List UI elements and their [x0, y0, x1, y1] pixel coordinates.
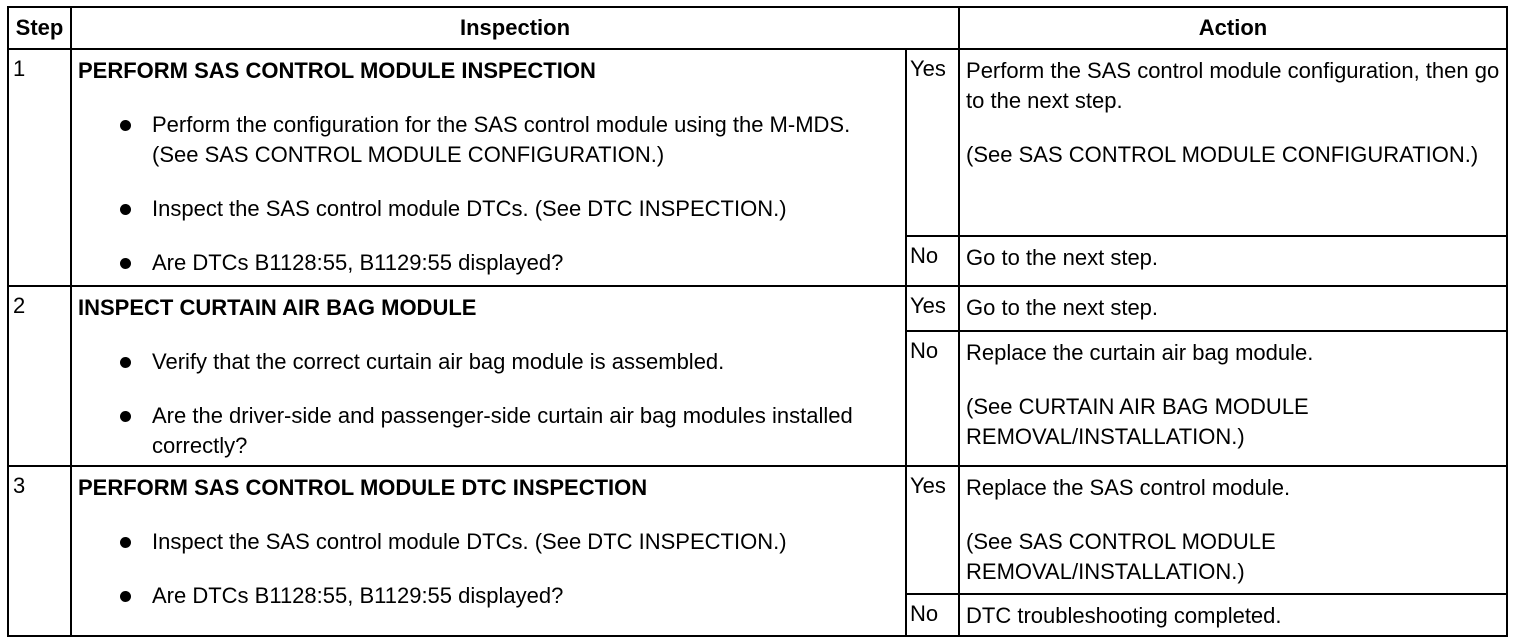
- no-action: [959, 236, 1507, 286]
- action-reference: (See SAS CONTROL MODULE CONFIGURATION.): [966, 142, 1479, 167]
- step-inspection: [71, 49, 906, 286]
- bullet-list: [78, 347, 899, 461]
- no-action: [959, 594, 1507, 636]
- step-1-yes-row: [8, 49, 1507, 236]
- bullet-item: [78, 581, 899, 611]
- troubleshooting-table: [7, 6, 1508, 637]
- no-label: No: [906, 236, 959, 286]
- bullet-list: [78, 527, 899, 611]
- step-number: 2: [8, 286, 71, 466]
- bullet-text: Are DTCs B1128:55, B1129:55 displayed?: [152, 250, 564, 275]
- action-text: DTC troubleshooting completed.: [966, 603, 1282, 628]
- bullet-text: Inspect the SAS control module DTCs. (See DTC INSPECTION.): [152, 196, 787, 221]
- bullet-item: [78, 248, 899, 278]
- bullet-item: [78, 194, 899, 224]
- step-number: 1: [8, 49, 71, 286]
- step-inspection: [71, 466, 906, 636]
- step-title: PERFORM SAS CONTROL MODULE INSPECTION: [78, 58, 596, 83]
- bullet-text: Perform the configuration for the SAS control module using the M-MDS. (See SAS CONTROL MODULE CONFIGURATION.): [152, 112, 851, 167]
- step-inspection: [71, 286, 906, 466]
- bullet-icon: [120, 204, 131, 215]
- header-step: Step: [8, 7, 71, 49]
- no-label: No: [906, 331, 959, 466]
- no-label: No: [906, 594, 959, 636]
- yes-action: [959, 286, 1507, 331]
- bullet-item: [78, 347, 899, 377]
- bullet-icon: [120, 120, 131, 131]
- yes-label: Yes: [906, 286, 959, 331]
- action-reference: (See SAS CONTROL MODULE REMOVAL/INSTALLATION.): [966, 529, 1276, 584]
- yes-action: [959, 466, 1507, 594]
- header-inspection: Inspection: [71, 7, 959, 49]
- action-text: Perform the SAS control module configuration, then go to the next step.: [966, 58, 1500, 113]
- action-text: Go to the next step.: [966, 295, 1159, 320]
- bullet-icon: [120, 537, 131, 548]
- bullet-text: Verify that the correct curtain air bag module is assembled.: [152, 349, 725, 374]
- bullet-text: Are DTCs B1128:55, B1129:55 displayed?: [152, 583, 564, 608]
- step-title: PERFORM SAS CONTROL MODULE DTC INSPECTION: [78, 475, 648, 500]
- header-action: Action: [959, 7, 1507, 49]
- bullet-item: [78, 110, 899, 170]
- header-row: [8, 7, 1507, 49]
- bullet-icon: [120, 357, 131, 368]
- bullet-item: [78, 527, 899, 557]
- yes-action: [959, 49, 1507, 236]
- action-reference: (See CURTAIN AIR BAG MODULE REMOVAL/INSTALLATION.): [966, 394, 1309, 449]
- yes-label: Yes: [906, 466, 959, 594]
- step-title: INSPECT CURTAIN AIR BAG MODULE: [78, 295, 477, 320]
- action-text: Go to the next step.: [966, 245, 1159, 270]
- bullet-icon: [120, 411, 131, 422]
- bullet-text: Are the driver-side and passenger-side curtain air bag modules installed correctly?: [152, 403, 853, 458]
- bullet-icon: [120, 258, 131, 269]
- action-text: Replace the curtain air bag module.: [966, 340, 1314, 365]
- bullet-icon: [120, 591, 131, 602]
- action-text: Replace the SAS control module.: [966, 475, 1291, 500]
- bullet-text: Inspect the SAS control module DTCs. (See DTC INSPECTION.): [152, 529, 787, 554]
- no-action: [959, 331, 1507, 466]
- step-3-yes-row: [8, 466, 1507, 594]
- step-number: 3: [8, 466, 71, 636]
- bullet-item: [78, 401, 899, 461]
- step-2-yes-row: [8, 286, 1507, 331]
- yes-label: Yes: [906, 49, 959, 236]
- bullet-list: [78, 110, 899, 278]
